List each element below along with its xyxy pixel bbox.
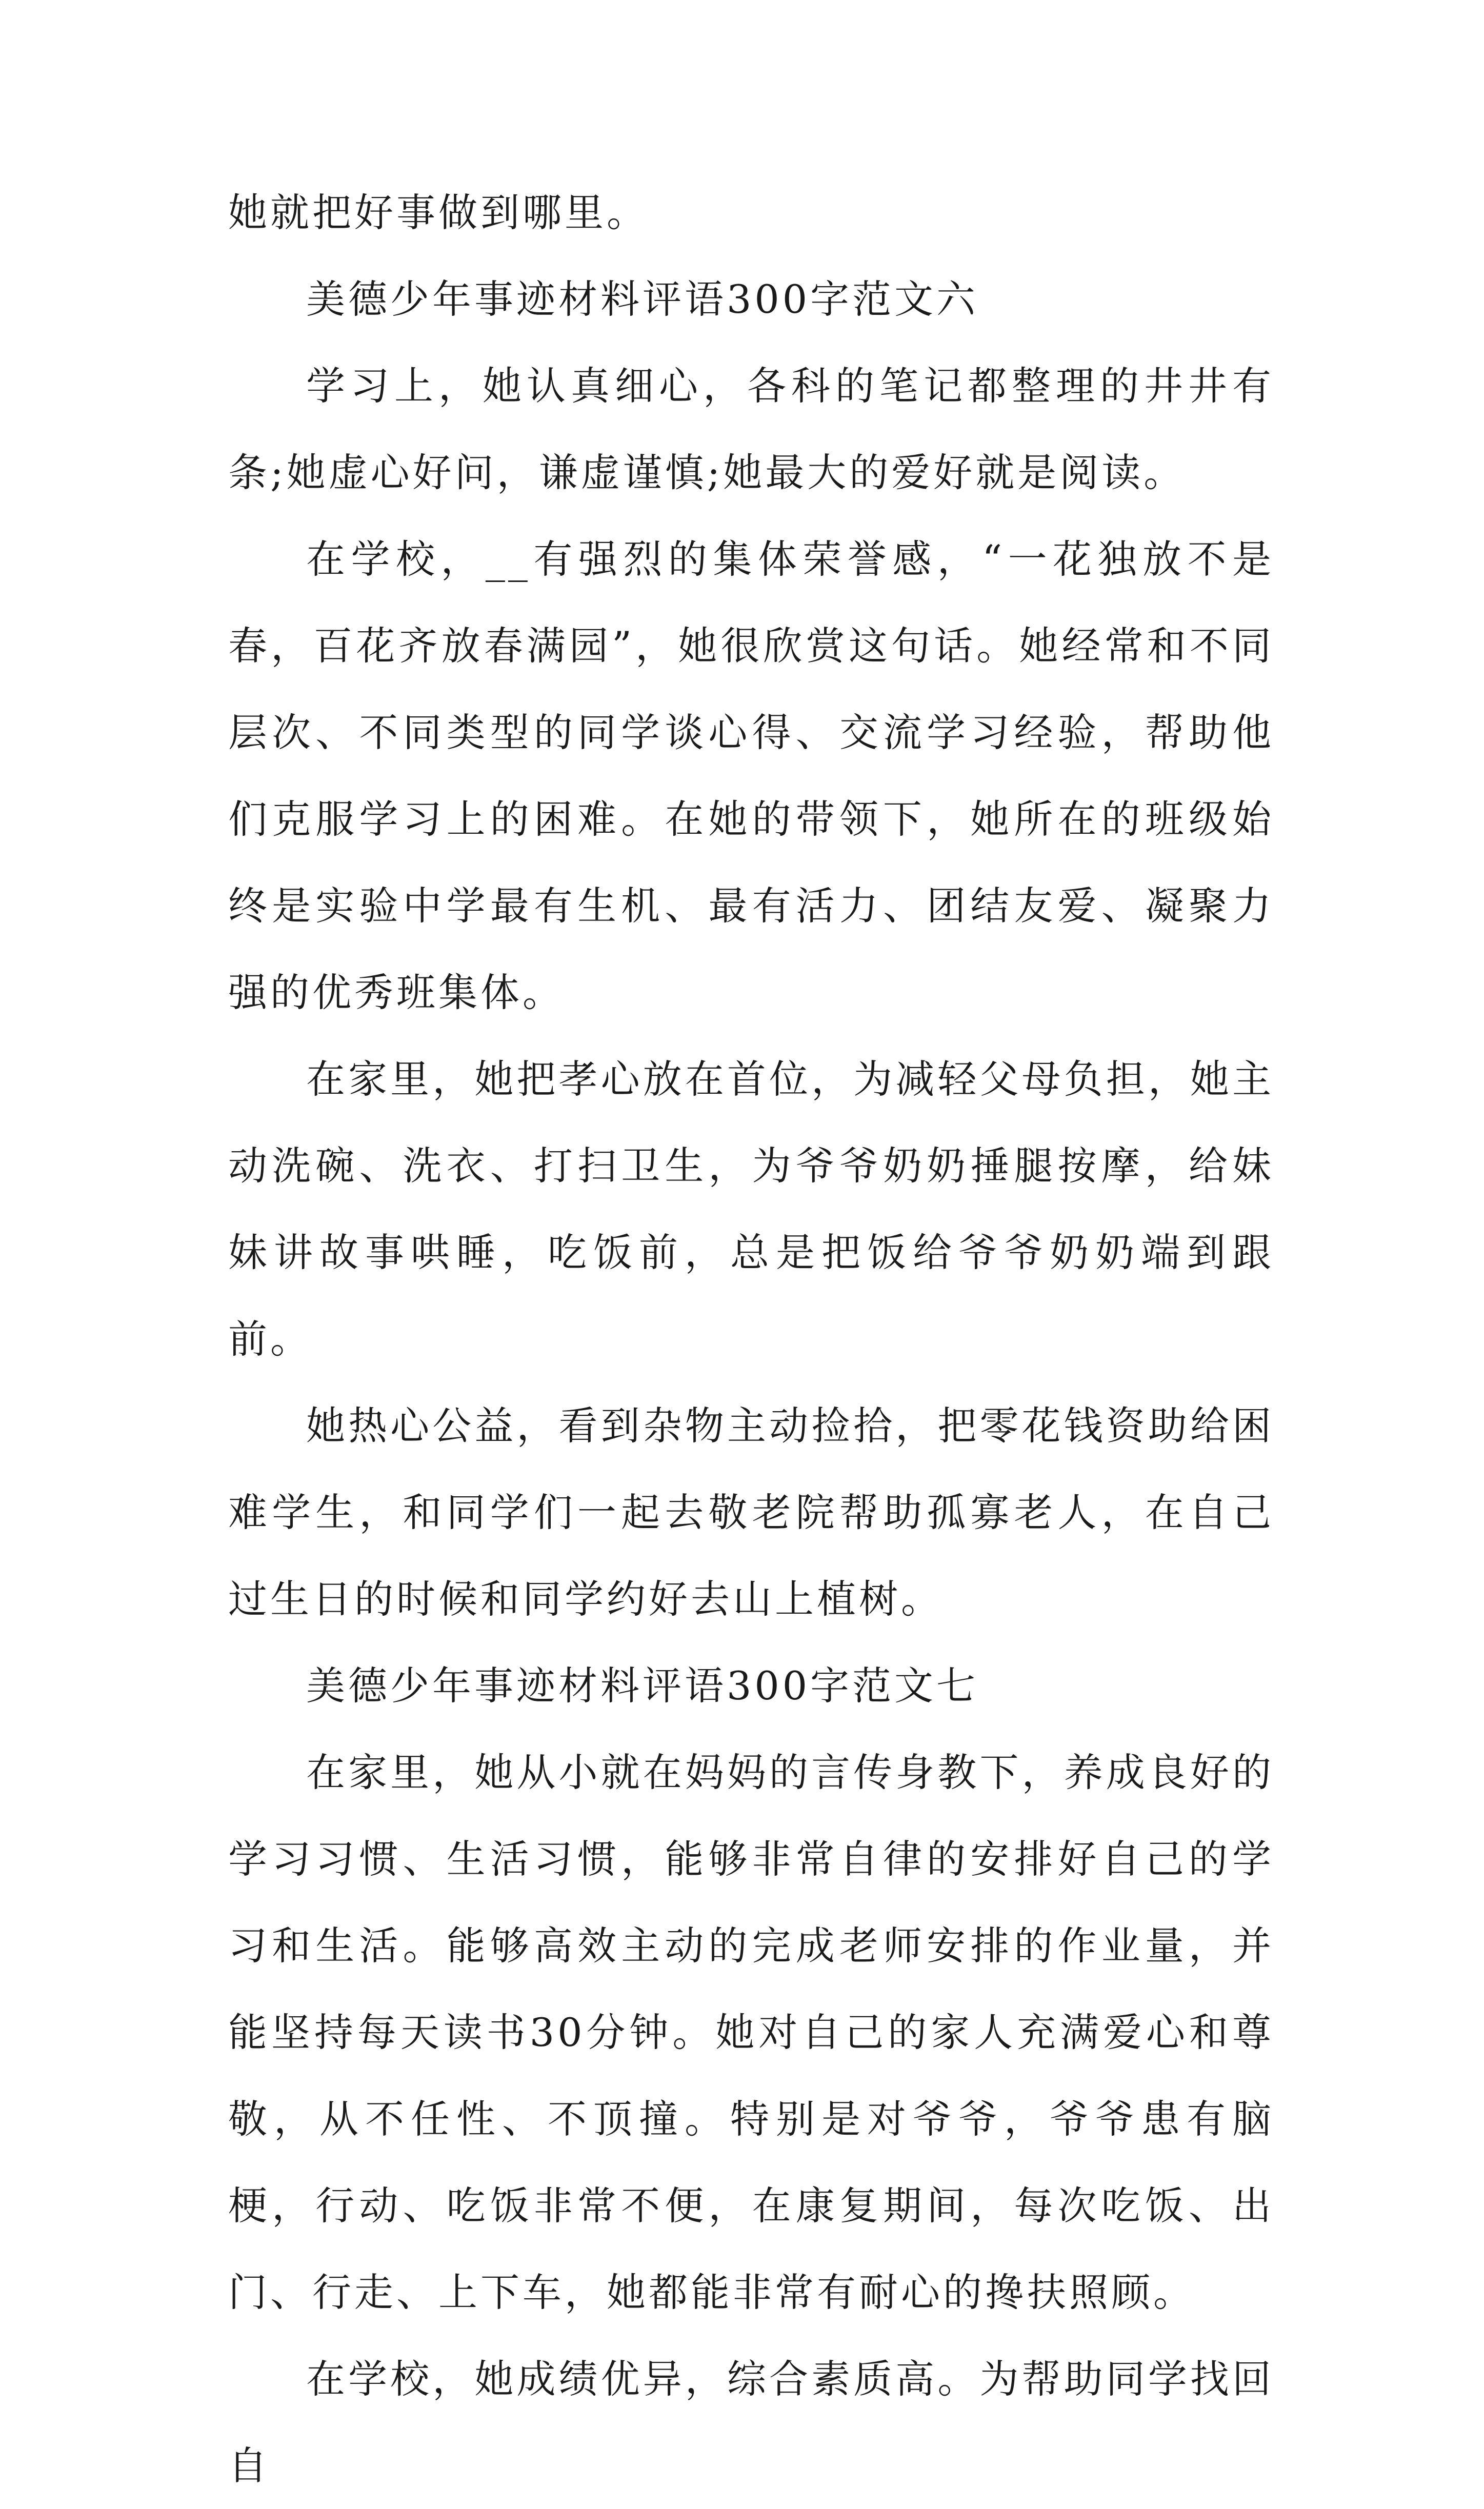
section-heading-seven: 美德少年事迹材料评语300字范文七 [306,1663,979,1709]
paragraph-study: 学习上，她认真细心，各科的笔记都整理的井井有条;她虚心好问，谦虚谨慎;她最大的爱好就是阅读。 [228,363,1274,495]
paragraph-home-filial: 在家里，她把孝心放在首位，为减轻父母负担，她主动洗碗、洗衣、打扫卫生，为爷爷奶奶捶腿按摩，给妹妹讲故事哄睡，吃饭前，总是把饭给爷爷奶奶端到跟前。 [228,1056,1274,1362]
paragraph-school-grades: 在学校，她成绩优异，综合素质高。为帮助同学找回自 [228,2356,1274,2488]
section-heading-six: 美德少年事迹材料评语300字范文六 [306,276,979,322]
paragraph-public-welfare: 她热心公益，看到杂物主动捡拾，把零花钱资助给困难学生，和同学们一起去敬老院帮助孤寡老人，在自己过生日的时候和同学约好去山上植树。 [228,1403,1274,1622]
paragraph-home-habits: 在家里，她从小就在妈妈的言传身教下，养成良好的学习习惯、生活习惯，能够非常自律的安排好自己的学习和生活。能够高效主动的完成老师安排的作业量，并能坚持每天读书30分钟。她对自己的家人充满爱心和尊敬，从不任性、不顶撞。特别是对爷爷，爷爷患有脑梗，行动、吃饭非常不便，在康复期间，每次吃饭、出门、行走、上下车，她都能非常有耐心的搀扶照顾。 [228,1750,1274,2315]
paragraph-school-honor: 在学校，__有强烈的集体荣誉感，“一花独放不是春，百花齐放春满园”，她很欣赏这句话。她经常和不同层次、不同类型的同学谈心得、交流学习经验，帮助他们克服学习上的困难。在她的带领下，她所在的班级始终是实验中学最有生机、最有活力、团结友爱、凝聚力强的优秀班集体。 [228,536,1274,1015]
document-body [228,169,1274,2509]
paragraph-continuation: 她就把好事做到哪里。 [228,190,649,235]
